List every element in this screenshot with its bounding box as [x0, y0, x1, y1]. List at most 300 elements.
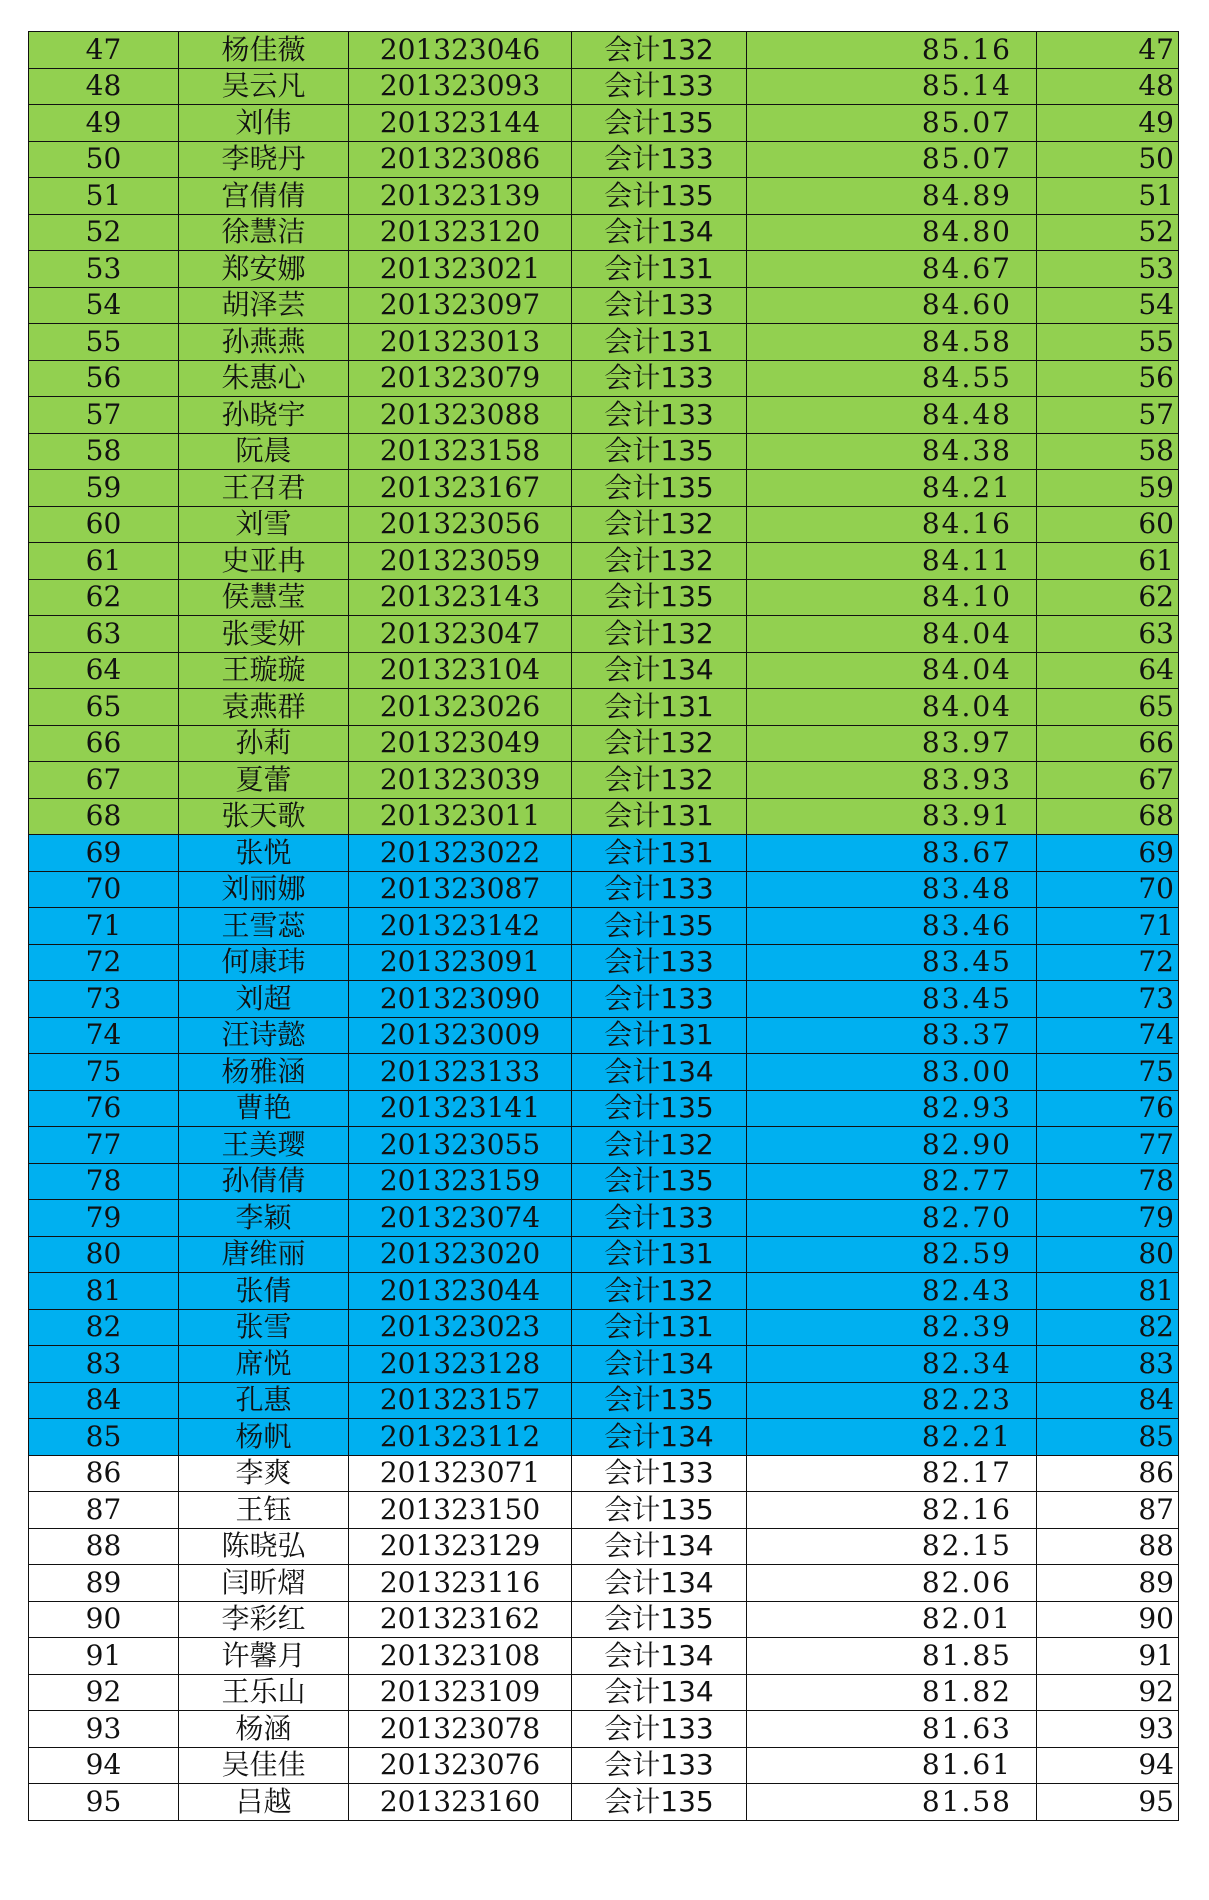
- table-row: [29, 105, 1179, 142]
- student-name-cell: 王钰: [179, 1492, 349, 1529]
- class-cell: 会计131: [572, 835, 747, 872]
- score-cell: 81.58: [747, 1784, 1037, 1821]
- ranking-table-body: [29, 32, 1179, 1821]
- student-id-cell: 201323109: [349, 1674, 572, 1711]
- rank-cell: 70: [1037, 871, 1179, 908]
- student-id-cell: 201323078: [349, 1711, 572, 1748]
- score-cell: 82.15: [747, 1528, 1037, 1565]
- rank-cell: 64: [1037, 652, 1179, 689]
- serial-number-cell: 71: [29, 908, 179, 945]
- rank-cell: 83: [1037, 1346, 1179, 1383]
- serial-number-cell: 92: [29, 1674, 179, 1711]
- class-cell: 会计133: [572, 360, 747, 397]
- student-name-cell: 王美璎: [179, 1127, 349, 1164]
- rank-cell: 47: [1037, 32, 1179, 69]
- class-cell: 会计135: [572, 105, 747, 142]
- serial-number-cell: 56: [29, 360, 179, 397]
- student-id-cell: 201323079: [349, 360, 572, 397]
- score-cell: 83.46: [747, 908, 1037, 945]
- student-name-cell: 吴佳佳: [179, 1747, 349, 1784]
- rank-cell: 66: [1037, 725, 1179, 762]
- serial-number-cell: 70: [29, 871, 179, 908]
- table-row: [29, 1163, 1179, 1200]
- student-id-cell: 201323055: [349, 1127, 572, 1164]
- rank-cell: 61: [1037, 543, 1179, 580]
- serial-number-cell: 91: [29, 1638, 179, 1675]
- table-row: [29, 251, 1179, 288]
- rank-cell: 90: [1037, 1601, 1179, 1638]
- rank-cell: 95: [1037, 1784, 1179, 1821]
- score-cell: 85.07: [747, 105, 1037, 142]
- student-id-cell: 201323167: [349, 470, 572, 507]
- table-row: [29, 32, 1179, 69]
- student-id-cell: 201323071: [349, 1455, 572, 1492]
- class-cell: 会计133: [572, 944, 747, 981]
- student-id-cell: 201323128: [349, 1346, 572, 1383]
- rank-cell: 79: [1037, 1200, 1179, 1237]
- serial-number-cell: 59: [29, 470, 179, 507]
- student-name-cell: 吴云凡: [179, 68, 349, 105]
- score-cell: 82.43: [747, 1273, 1037, 1310]
- rank-cell: 71: [1037, 908, 1179, 945]
- table-row: [29, 652, 1179, 689]
- score-cell: 82.06: [747, 1565, 1037, 1602]
- score-cell: 84.10: [747, 579, 1037, 616]
- score-cell: 82.59: [747, 1236, 1037, 1273]
- student-id-cell: 201323142: [349, 908, 572, 945]
- table-row: [29, 1711, 1179, 1748]
- rank-cell: 75: [1037, 1054, 1179, 1091]
- serial-number-cell: 87: [29, 1492, 179, 1529]
- score-cell: 84.67: [747, 251, 1037, 288]
- class-cell: 会计132: [572, 543, 747, 580]
- score-cell: 83.45: [747, 981, 1037, 1018]
- serial-number-cell: 51: [29, 178, 179, 215]
- table-row: [29, 1127, 1179, 1164]
- table-row: [29, 798, 1179, 835]
- score-cell: 82.16: [747, 1492, 1037, 1529]
- student-id-cell: 201323091: [349, 944, 572, 981]
- student-name-cell: 徐慧洁: [179, 214, 349, 251]
- rank-cell: 73: [1037, 981, 1179, 1018]
- score-cell: 84.21: [747, 470, 1037, 507]
- serial-number-cell: 50: [29, 141, 179, 178]
- student-id-cell: 201323044: [349, 1273, 572, 1310]
- rank-cell: 81: [1037, 1273, 1179, 1310]
- student-name-cell: 张倩: [179, 1273, 349, 1310]
- serial-number-cell: 57: [29, 397, 179, 434]
- table-row: [29, 506, 1179, 543]
- serial-number-cell: 78: [29, 1163, 179, 1200]
- class-cell: 会计132: [572, 1127, 747, 1164]
- rank-cell: 56: [1037, 360, 1179, 397]
- student-name-cell: 席悦: [179, 1346, 349, 1383]
- serial-number-cell: 75: [29, 1054, 179, 1091]
- student-name-cell: 杨帆: [179, 1419, 349, 1456]
- table-row: [29, 470, 1179, 507]
- student-id-cell: 201323076: [349, 1747, 572, 1784]
- table-row: [29, 1346, 1179, 1383]
- rank-cell: 80: [1037, 1236, 1179, 1273]
- student-id-cell: 201323046: [349, 32, 572, 69]
- student-name-cell: 王雪蕊: [179, 908, 349, 945]
- student-id-cell: 201323086: [349, 141, 572, 178]
- student-id-cell: 201323013: [349, 324, 572, 361]
- class-cell: 会计131: [572, 798, 747, 835]
- serial-number-cell: 47: [29, 32, 179, 69]
- class-cell: 会计134: [572, 1638, 747, 1675]
- serial-number-cell: 63: [29, 616, 179, 653]
- rank-cell: 58: [1037, 433, 1179, 470]
- rank-cell: 54: [1037, 287, 1179, 324]
- class-cell: 会计135: [572, 1163, 747, 1200]
- class-cell: 会计133: [572, 68, 747, 105]
- class-cell: 会计135: [572, 1382, 747, 1419]
- score-cell: 83.97: [747, 725, 1037, 762]
- student-name-cell: 刘雪: [179, 506, 349, 543]
- student-name-cell: 孙倩倩: [179, 1163, 349, 1200]
- score-cell: 82.77: [747, 1163, 1037, 1200]
- student-name-cell: 何康玮: [179, 944, 349, 981]
- serial-number-cell: 67: [29, 762, 179, 799]
- score-cell: 82.93: [747, 1090, 1037, 1127]
- student-id-cell: 201323158: [349, 433, 572, 470]
- class-cell: 会计135: [572, 1090, 747, 1127]
- class-cell: 会计134: [572, 1674, 747, 1711]
- rank-cell: 85: [1037, 1419, 1179, 1456]
- student-name-cell: 汪诗懿: [179, 1017, 349, 1054]
- student-name-cell: 张雯妍: [179, 616, 349, 653]
- rank-cell: 89: [1037, 1565, 1179, 1602]
- student-id-cell: 201323162: [349, 1601, 572, 1638]
- student-name-cell: 吕越: [179, 1784, 349, 1821]
- student-id-cell: 201323026: [349, 689, 572, 726]
- rank-cell: 77: [1037, 1127, 1179, 1164]
- rank-cell: 78: [1037, 1163, 1179, 1200]
- student-id-cell: 201323144: [349, 105, 572, 142]
- score-cell: 84.60: [747, 287, 1037, 324]
- student-id-cell: 201323141: [349, 1090, 572, 1127]
- student-name-cell: 许馨月: [179, 1638, 349, 1675]
- rank-cell: 68: [1037, 798, 1179, 835]
- serial-number-cell: 94: [29, 1747, 179, 1784]
- rank-cell: 92: [1037, 1674, 1179, 1711]
- score-cell: 84.38: [747, 433, 1037, 470]
- rank-cell: 72: [1037, 944, 1179, 981]
- table-row: [29, 1601, 1179, 1638]
- serial-number-cell: 90: [29, 1601, 179, 1638]
- serial-number-cell: 66: [29, 725, 179, 762]
- table-row: [29, 68, 1179, 105]
- table-row: [29, 908, 1179, 945]
- student-id-cell: 201323022: [349, 835, 572, 872]
- student-name-cell: 李彩红: [179, 1601, 349, 1638]
- serial-number-cell: 83: [29, 1346, 179, 1383]
- score-cell: 82.90: [747, 1127, 1037, 1164]
- score-cell: 84.48: [747, 397, 1037, 434]
- serial-number-cell: 53: [29, 251, 179, 288]
- class-cell: 会计132: [572, 506, 747, 543]
- rank-cell: 48: [1037, 68, 1179, 105]
- student-id-cell: 201323059: [349, 543, 572, 580]
- class-cell: 会计133: [572, 1711, 747, 1748]
- table-row: [29, 360, 1179, 397]
- serial-number-cell: 62: [29, 579, 179, 616]
- student-name-cell: 孙晓宇: [179, 397, 349, 434]
- student-id-cell: 201323039: [349, 762, 572, 799]
- student-id-cell: 201323009: [349, 1017, 572, 1054]
- student-id-cell: 201323056: [349, 506, 572, 543]
- rank-cell: 76: [1037, 1090, 1179, 1127]
- score-cell: 82.01: [747, 1601, 1037, 1638]
- student-name-cell: 王璇璇: [179, 652, 349, 689]
- student-name-cell: 张悦: [179, 835, 349, 872]
- student-id-cell: 201323047: [349, 616, 572, 653]
- table-row: [29, 1090, 1179, 1127]
- score-cell: 84.58: [747, 324, 1037, 361]
- serial-number-cell: 77: [29, 1127, 179, 1164]
- table-row: [29, 762, 1179, 799]
- rank-cell: 93: [1037, 1711, 1179, 1748]
- table-row: [29, 1309, 1179, 1346]
- serial-number-cell: 52: [29, 214, 179, 251]
- score-cell: 82.39: [747, 1309, 1037, 1346]
- score-cell: 83.67: [747, 835, 1037, 872]
- rank-cell: 65: [1037, 689, 1179, 726]
- serial-number-cell: 58: [29, 433, 179, 470]
- rank-cell: 87: [1037, 1492, 1179, 1529]
- student-id-cell: 201323093: [349, 68, 572, 105]
- class-cell: 会计135: [572, 433, 747, 470]
- rank-cell: 88: [1037, 1528, 1179, 1565]
- student-name-cell: 唐维丽: [179, 1236, 349, 1273]
- table-row: [29, 944, 1179, 981]
- class-cell: 会计131: [572, 1236, 747, 1273]
- score-cell: 84.04: [747, 616, 1037, 653]
- rank-cell: 51: [1037, 178, 1179, 215]
- table-row: [29, 397, 1179, 434]
- student-id-cell: 201323112: [349, 1419, 572, 1456]
- rank-cell: 49: [1037, 105, 1179, 142]
- class-cell: 会计132: [572, 725, 747, 762]
- rank-cell: 63: [1037, 616, 1179, 653]
- student-id-cell: 201323159: [349, 1163, 572, 1200]
- serial-number-cell: 54: [29, 287, 179, 324]
- score-cell: 81.61: [747, 1747, 1037, 1784]
- serial-number-cell: 61: [29, 543, 179, 580]
- score-cell: 84.04: [747, 652, 1037, 689]
- class-cell: 会计133: [572, 1455, 747, 1492]
- serial-number-cell: 85: [29, 1419, 179, 1456]
- class-cell: 会计133: [572, 981, 747, 1018]
- serial-number-cell: 81: [29, 1273, 179, 1310]
- rank-cell: 67: [1037, 762, 1179, 799]
- score-cell: 84.55: [747, 360, 1037, 397]
- table-row: [29, 1674, 1179, 1711]
- score-cell: 83.48: [747, 871, 1037, 908]
- score-cell: 82.23: [747, 1382, 1037, 1419]
- student-name-cell: 刘超: [179, 981, 349, 1018]
- student-id-cell: 201323021: [349, 251, 572, 288]
- table-row: [29, 616, 1179, 653]
- student-name-cell: 闫昕熠: [179, 1565, 349, 1602]
- table-row: [29, 1638, 1179, 1675]
- student-id-cell: 201323143: [349, 579, 572, 616]
- student-name-cell: 刘伟: [179, 105, 349, 142]
- class-cell: 会计135: [572, 1601, 747, 1638]
- class-cell: 会计135: [572, 1492, 747, 1529]
- student-id-cell: 201323020: [349, 1236, 572, 1273]
- class-cell: 会计133: [572, 871, 747, 908]
- table-row: [29, 1382, 1179, 1419]
- class-cell: 会计135: [572, 470, 747, 507]
- table-row: [29, 579, 1179, 616]
- student-name-cell: 夏蕾: [179, 762, 349, 799]
- student-id-cell: 201323011: [349, 798, 572, 835]
- class-cell: 会计134: [572, 652, 747, 689]
- score-cell: 81.85: [747, 1638, 1037, 1675]
- table-row: [29, 287, 1179, 324]
- table-row: [29, 835, 1179, 872]
- class-cell: 会计135: [572, 1784, 747, 1821]
- class-cell: 会计134: [572, 214, 747, 251]
- rank-cell: 94: [1037, 1747, 1179, 1784]
- table-row: [29, 689, 1179, 726]
- rank-cell: 91: [1037, 1638, 1179, 1675]
- class-cell: 会计134: [572, 1054, 747, 1091]
- rank-cell: 86: [1037, 1455, 1179, 1492]
- rank-cell: 59: [1037, 470, 1179, 507]
- serial-number-cell: 95: [29, 1784, 179, 1821]
- score-cell: 85.07: [747, 141, 1037, 178]
- class-cell: 会计132: [572, 1273, 747, 1310]
- student-name-cell: 杨涵: [179, 1711, 349, 1748]
- student-name-cell: 曹艳: [179, 1090, 349, 1127]
- serial-number-cell: 76: [29, 1090, 179, 1127]
- serial-number-cell: 88: [29, 1528, 179, 1565]
- student-id-cell: 201323088: [349, 397, 572, 434]
- student-name-cell: 李晓丹: [179, 141, 349, 178]
- class-cell: 会计133: [572, 1747, 747, 1784]
- score-cell: 84.04: [747, 689, 1037, 726]
- class-cell: 会计131: [572, 689, 747, 726]
- rank-cell: 62: [1037, 579, 1179, 616]
- score-cell: 84.11: [747, 543, 1037, 580]
- rank-cell: 82: [1037, 1309, 1179, 1346]
- table-row: [29, 1273, 1179, 1310]
- score-cell: 82.34: [747, 1346, 1037, 1383]
- score-cell: 84.89: [747, 178, 1037, 215]
- student-name-cell: 陈晓弘: [179, 1528, 349, 1565]
- class-cell: 会计131: [572, 1017, 747, 1054]
- class-cell: 会计132: [572, 762, 747, 799]
- table-row: [29, 1747, 1179, 1784]
- student-name-cell: 王乐山: [179, 1674, 349, 1711]
- class-cell: 会计131: [572, 324, 747, 361]
- serial-number-cell: 49: [29, 105, 179, 142]
- student-id-cell: 201323090: [349, 981, 572, 1018]
- class-cell: 会计133: [572, 287, 747, 324]
- class-cell: 会计131: [572, 251, 747, 288]
- score-cell: 83.37: [747, 1017, 1037, 1054]
- serial-number-cell: 48: [29, 68, 179, 105]
- student-name-cell: 袁燕群: [179, 689, 349, 726]
- rank-cell: 74: [1037, 1017, 1179, 1054]
- class-cell: 会计132: [572, 616, 747, 653]
- student-id-cell: 201323023: [349, 1309, 572, 1346]
- student-name-cell: 张雪: [179, 1309, 349, 1346]
- serial-number-cell: 64: [29, 652, 179, 689]
- rank-cell: 84: [1037, 1382, 1179, 1419]
- score-cell: 83.93: [747, 762, 1037, 799]
- table-row: [29, 1419, 1179, 1456]
- serial-number-cell: 73: [29, 981, 179, 1018]
- student-name-cell: 史亚冉: [179, 543, 349, 580]
- rank-cell: 52: [1037, 214, 1179, 251]
- student-name-cell: 李爽: [179, 1455, 349, 1492]
- student-name-cell: 侯慧莹: [179, 579, 349, 616]
- table-row: [29, 324, 1179, 361]
- student-id-cell: 201323049: [349, 725, 572, 762]
- student-id-cell: 201323157: [349, 1382, 572, 1419]
- table-row: [29, 141, 1179, 178]
- serial-number-cell: 55: [29, 324, 179, 361]
- student-name-cell: 李颖: [179, 1200, 349, 1237]
- score-cell: 83.91: [747, 798, 1037, 835]
- class-cell: 会计135: [572, 908, 747, 945]
- student-name-cell: 孙莉: [179, 725, 349, 762]
- score-cell: 81.63: [747, 1711, 1037, 1748]
- class-cell: 会计133: [572, 397, 747, 434]
- student-name-cell: 孙燕燕: [179, 324, 349, 361]
- student-name-cell: 刘丽娜: [179, 871, 349, 908]
- table-row: [29, 871, 1179, 908]
- student-id-cell: 201323108: [349, 1638, 572, 1675]
- class-cell: 会计132: [572, 32, 747, 69]
- score-cell: 82.70: [747, 1200, 1037, 1237]
- rank-cell: 69: [1037, 835, 1179, 872]
- class-cell: 会计134: [572, 1419, 747, 1456]
- table-row: [29, 1528, 1179, 1565]
- table-row: [29, 725, 1179, 762]
- serial-number-cell: 84: [29, 1382, 179, 1419]
- student-id-cell: 201323074: [349, 1200, 572, 1237]
- student-name-cell: 杨佳薇: [179, 32, 349, 69]
- student-name-cell: 宫倩倩: [179, 178, 349, 215]
- rank-cell: 50: [1037, 141, 1179, 178]
- table-row: [29, 543, 1179, 580]
- student-id-cell: 201323139: [349, 178, 572, 215]
- class-cell: 会计134: [572, 1346, 747, 1383]
- serial-number-cell: 65: [29, 689, 179, 726]
- student-name-cell: 杨雅涵: [179, 1054, 349, 1091]
- table-row: [29, 981, 1179, 1018]
- serial-number-cell: 69: [29, 835, 179, 872]
- student-id-cell: 201323097: [349, 287, 572, 324]
- serial-number-cell: 89: [29, 1565, 179, 1602]
- student-name-cell: 胡泽芸: [179, 287, 349, 324]
- student-id-cell: 201323104: [349, 652, 572, 689]
- serial-number-cell: 93: [29, 1711, 179, 1748]
- student-name-cell: 阮晨: [179, 433, 349, 470]
- table-row: [29, 1236, 1179, 1273]
- table-row: [29, 433, 1179, 470]
- serial-number-cell: 82: [29, 1309, 179, 1346]
- student-id-cell: 201323150: [349, 1492, 572, 1529]
- serial-number-cell: 68: [29, 798, 179, 835]
- student-name-cell: 郑安娜: [179, 251, 349, 288]
- table-row: [29, 1492, 1179, 1529]
